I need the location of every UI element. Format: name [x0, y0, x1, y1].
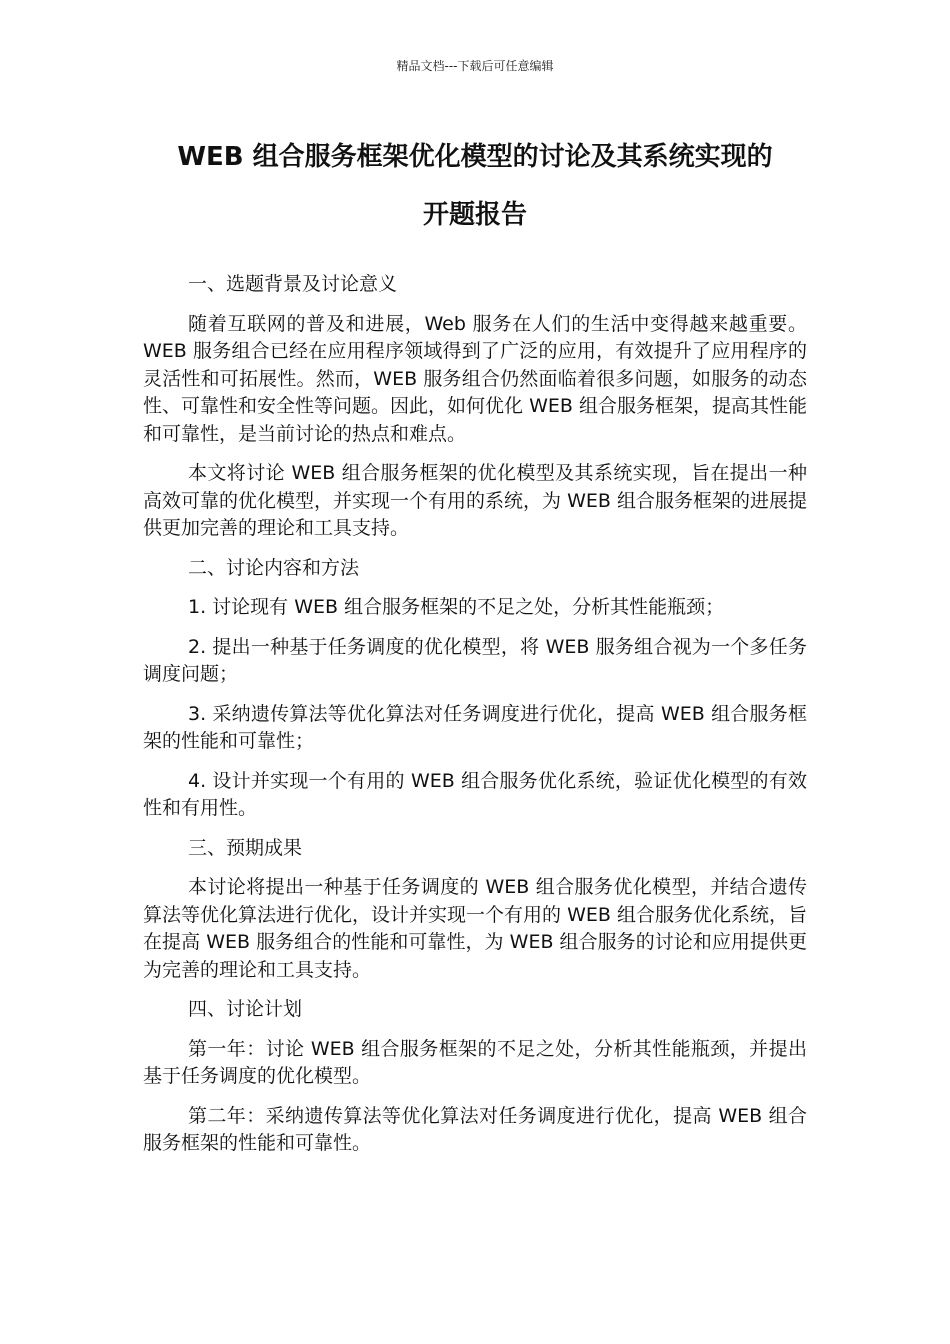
section-heading-plan: 四、讨论计划 [188, 998, 303, 1020]
paragraph-purpose: 本文将讨论 WEB 组合服务框架的优化模型及其系统实现，旨在提出一种高效可靠的优化模型，并实现一个有用的系统，为 WEB 组合服务框架的进展提供更加完善的理论和工具支持。 [143, 462, 807, 539]
section-heading-background: 一、选题背景及讨论意义 [188, 273, 398, 295]
list-item-2: 2. 提出一种基于任务调度的优化模型，将 WEB 服务组合视为一个多任务调度问题； [143, 635, 807, 685]
title-line-2: 开题报告 [422, 200, 527, 230]
list-item-4: 4. 设计并实现一个有用的 WEB 组合服务优化系统，验证优化模型的有效性和有用性。 [143, 769, 807, 819]
section-heading-content-methods: 二、讨论内容和方法 [188, 556, 360, 579]
page-header: 精品文档---下载后可任意编辑 [396, 59, 554, 73]
paragraph-background: 随着互联网的普及和进展，Web 服务在人们的生活中变得越来越重要。WEB 服务组合已经在应用程序领域得到了广泛的应用，有效提升了应用程序的灵活性和可拓展性。然而，WEB 服务组合仍然面临着很多问题，如服务的动态性、可靠性和安全性等问题。因此，如何优化 WEB 组合服务框架，提高其性能和可靠性，是当前讨论的热点和难点。 [143, 312, 807, 445]
paragraph-expected-results: 本讨论将提出一种基于任务调度的 WEB 组合服务优化模型，并结合遗传算法等优化算法进行优化，设计并实现一个有用的 WEB 组合服务优化系统，旨在提高 WEB 服务组合的性能和可靠性，为 WEB 组合服务的讨论和应用提供更为完善的理论和工具支持。 [143, 876, 807, 981]
plan-year-1: 第一年：讨论 WEB 组合服务框架的不足之处，分析其性能瓶颈，并提出基于任务调度的优化模型。 [143, 1037, 807, 1087]
document-title [140, 128, 810, 244]
plan-year-2: 第二年：采纳遗传算法等优化算法对任务调度进行优化，提高 WEB 组合服务框架的性能和可靠性。 [143, 1104, 807, 1154]
list-item-1: 1. 讨论现有 WEB 组合服务框架的不足之处，分析其性能瓶颈； [188, 596, 725, 618]
title-line-1: WEB 组合服务框架优化模型的讨论及其系统实现的 [177, 142, 773, 172]
document-body [143, 271, 807, 1170]
list-item-3: 3. 采纳遗传算法等优化算法对任务调度进行优化，提高 WEB 组合服务框架的性能和可靠性； [143, 702, 807, 752]
section-heading-expected-results: 三、预期成果 [188, 836, 303, 859]
